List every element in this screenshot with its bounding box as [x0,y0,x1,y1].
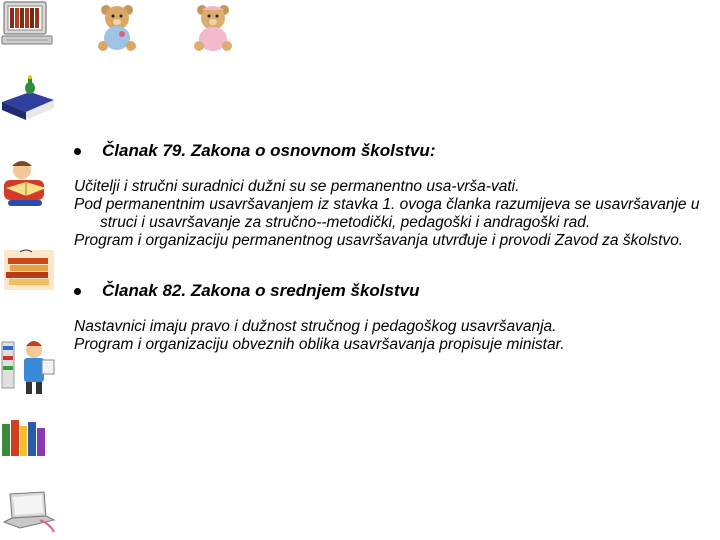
teddy-bear-pink-icon [188,2,238,52]
books-row-icon [0,416,48,458]
paragraph: Nastavnici imaju pravo i dužnost stručnog i pedagoškog usavršavanja. [74,318,557,335]
paragraph: Pod permanentnim usavršavanjem iz stavka 1. ovoga članka razumijeva se usavršavanje u struci i usavršavanje za stručno--metodički, pedagoški i andragoški rad. [74,196,700,231]
laptop-icon [0,490,56,534]
book-icon [0,74,56,122]
paragraph: Program i organizaciju obveznih oblika usavršavanja propisuje ministar. [74,336,565,353]
article-82-heading: Članak 82. Zakona o srednjem školstvu [74,280,704,302]
computer-icon [0,0,56,46]
teacher-icon [0,338,56,396]
paragraph: Program i organizaciju permanentnog usavršavanja utvrđuje i provodi Zavod za školstvo. [74,232,684,249]
document-body [74,140,704,354]
paragraph: Učitelji i stručni suradnici dužni su se permanentno usa-vrša-vati. [74,178,520,195]
book-stack-icon [0,246,56,294]
reading-child-icon [0,160,56,210]
teddy-bear-blue-icon [92,2,142,52]
bullet-icon [74,288,81,295]
article-79-heading: Članak 79. Zakona o osnovnom školstvu: [74,140,704,162]
bullet-icon [74,148,81,155]
